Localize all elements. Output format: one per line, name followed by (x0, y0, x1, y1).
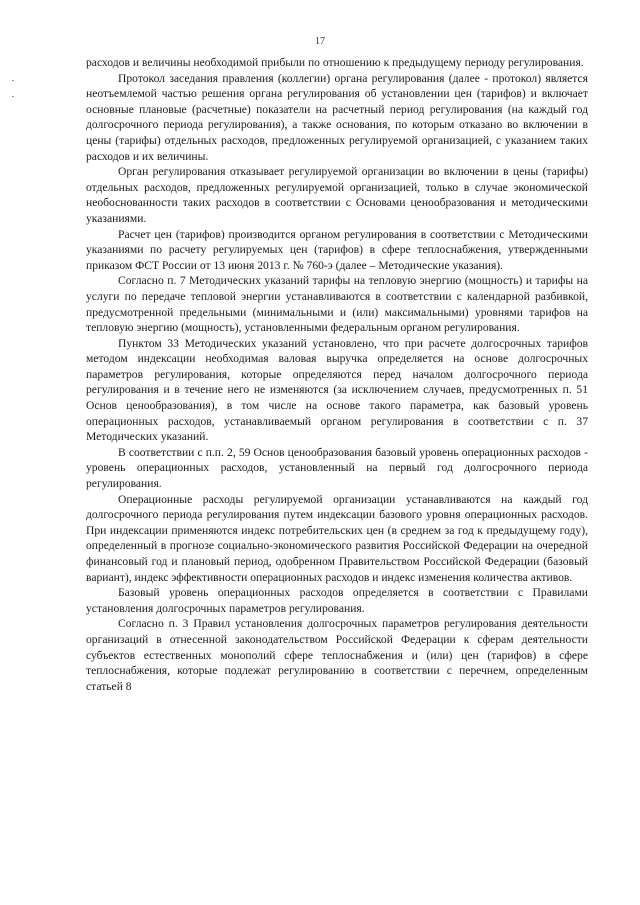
page-number: 17 (315, 36, 325, 47)
body-text (86, 55, 588, 694)
paragraph: Согласно п. 3 Правил установления долгосрочных параметров регулирования деятельности организаций в отнесенной законодательством Российской Федерации к сферам деятельности субъектов естественных монополий сфере теплоснабжения и (или) цен (тарифов) в сфере теплоснабжения, которые подлежат регулированию в соответствии с перечнем, определенным статьей 8 (86, 617, 588, 693)
margin-mark (12, 80, 14, 81)
paragraph: Расчет цен (тарифов) производится органом регулирования в соответствии с Методическими указаниями по расчету регулируемых цен (тарифов) в сфере теплоснабжения, утвержденными приказом ФСТ России от 13 июня 2013 г. № 760-э (далее – Методические указания). (86, 227, 588, 272)
paragraph: Пунктом 33 Методических указаний установлено, что при расчете долгосрочных тарифов методом индексации необходимая валовая выручка определяется на основе долгосрочных параметров регулирования, которые определяются перед началом долгосрочного периода регулирования и в течение него не изменяются (за исключением случаев, предусмотренных п. 51 Основ ценообразования), в том числе на основе такого параметра, как базовый уровень операционных расходов, устанавливаемый органом регулирования в соответствии с п. 37 Методических указаний. (86, 336, 588, 444)
paragraph: расходов и величины необходимой прибыли по отношению к предыдущему периоду регулирования. (86, 56, 584, 69)
margin-mark (12, 96, 14, 97)
paragraph: Орган регулирования отказывает регулируемой организации во включении в цены (тарифы) отдельных расходов, предложенных регулируемой организацией, только в случае экономической необоснованности таких расходов в соответствии с Основами ценообразования и методическими указаниями. (86, 165, 588, 225)
paragraph: В соответствии с п.п. 2, 59 Основ ценообразования базовый уровень операционных расходов - уровень операционных расходов, установленный на первый год долгосрочного периода регулирования. (86, 445, 588, 491)
paragraph: Согласно п. 7 Методических указаний тарифы на тепловую энергию (мощность) и тарифы на услуги по передаче тепловой энергии устанавливаются в соответствии с календарной разбивкой, предусмотренной предельными (минимальными и (или) максимальными) уровнями тарифов на тепловую энергию (мощность), установленными федеральным органом регулирования. (86, 274, 588, 335)
paragraph: Протокол заседания правления (коллегии) органа регулирования (далее - протокол) является неотъемлемой частью решения органа регулирования об установлении цен (тарифов) и включает основные плановые (расчетные) показатели на расчетный период регулирования (на каждый год долгосрочного периода регулирования), а также основания, по которым отказано во включении в цены (тарифы) отдельных расходов, предложенных регулируемой организацией, с указанием таких расходов и их величины. (86, 71, 588, 163)
paragraph: Операционные расходы регулируемой организации устанавливаются на каждый год долгосрочного периода регулирования путем индексации базового уровня операционных расходов. При индексации применяются индекс потребительских цен (в среднем за год к предыдущему году), определенный в прогнозе социально-экономического развития Российской Федерации на очередной финансовый год и плановый период, одобренном Правительством Российской Федерации (базовый вариант), индекс эффективности операционных расходов и индекс изменения количества активов. (86, 492, 588, 584)
paragraph: Базовый уровень операционных расходов определяется в соответствии с Правилами установления долгосрочных параметров регулирования. (86, 586, 588, 615)
